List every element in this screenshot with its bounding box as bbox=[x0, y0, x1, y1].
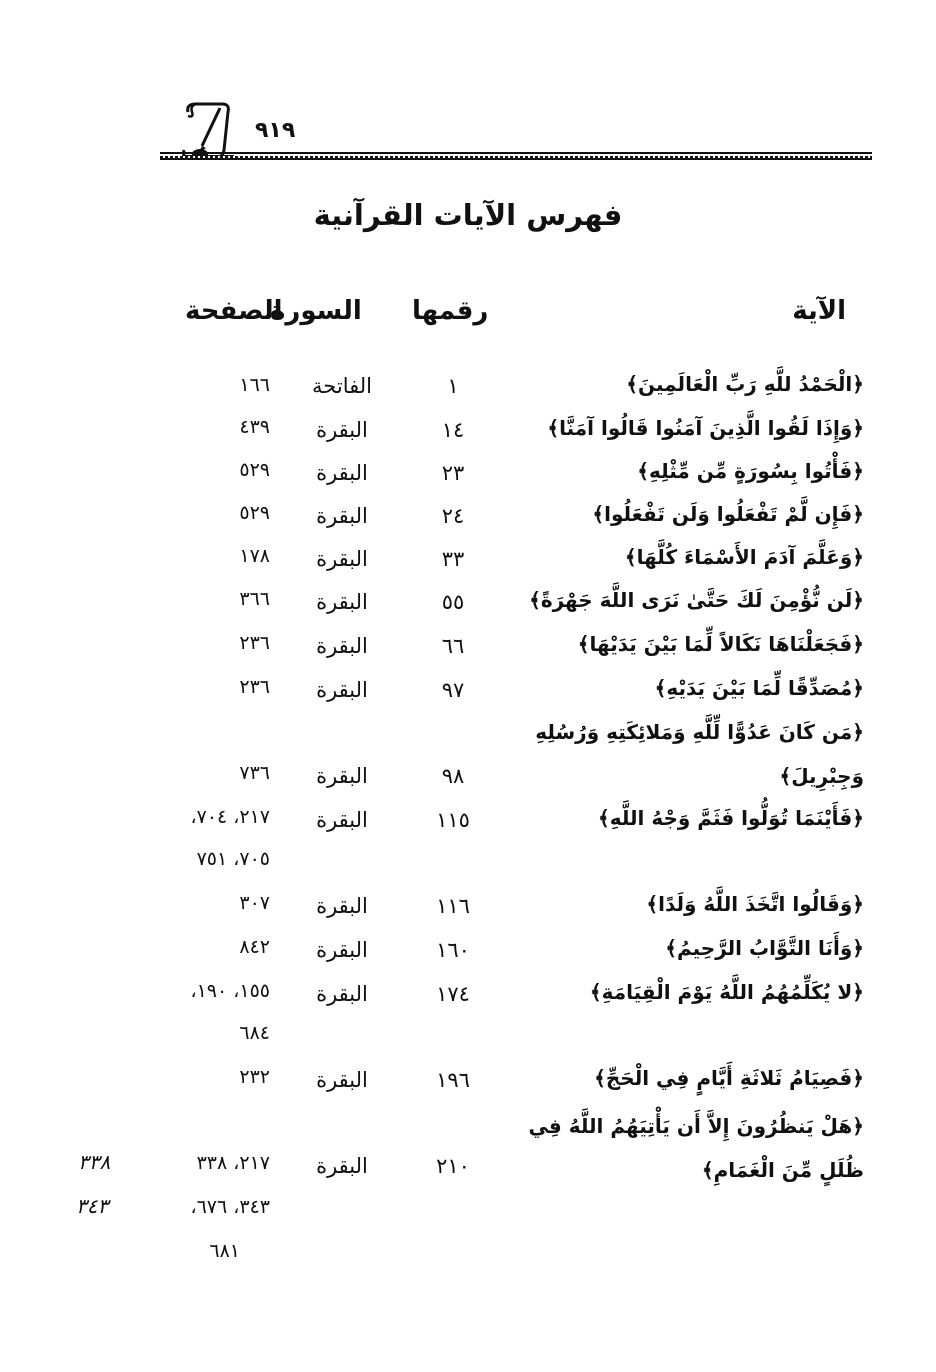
index-row-number: ٩٧ bbox=[441, 678, 465, 702]
index-row-number: ٦٦ bbox=[441, 634, 465, 658]
column-heading-ayah: الآية bbox=[792, 296, 846, 326]
index-row-number: ١١٦ bbox=[436, 894, 470, 918]
index-row-pages: ٢١٧، ٧٠٤، bbox=[190, 806, 270, 828]
index-row-pages: ٢٣٦ bbox=[239, 676, 270, 698]
index-row-ayah: ﴿وَقَالُوا اتَّخَذَ اللَّهُ وَلَدًا﴾ bbox=[646, 892, 864, 916]
index-row-surah: البقرة bbox=[316, 1154, 368, 1178]
index-row-surah: البقرة bbox=[316, 547, 368, 571]
column-heading-number: رقمها bbox=[412, 296, 489, 326]
index-row-ayah: ﴿وَعَلَّمَ آدَمَ الأَسْمَاءَ كُلَّهَا﴾ bbox=[624, 545, 864, 569]
page-title: فهرس الآيات القرآنية bbox=[313, 198, 623, 232]
index-row-surah: البقرة bbox=[316, 634, 368, 658]
index-row-pages: ٣٠٧ bbox=[239, 892, 270, 914]
index-row-pages: ٥٢٩ bbox=[239, 502, 270, 524]
index-row-pages: ٧٣٦ bbox=[239, 762, 270, 784]
index-row-pages-continued: ٧٠٥، ٧٥١ bbox=[196, 848, 270, 870]
index-row-surah: البقرة bbox=[316, 938, 368, 962]
index-row-number: ١ bbox=[447, 374, 459, 398]
index-row-pages: ٢١٧، ٣٣٨ bbox=[196, 1152, 270, 1174]
index-row-ayah: ﴿فَصِيَامُ ثَلاثَةِ أَيَّامٍ فِي الْحَجِّ﴾ bbox=[594, 1066, 864, 1090]
index-row-number: ٢١٠ bbox=[436, 1154, 470, 1178]
index-row-pages: ١٦٦ bbox=[239, 374, 270, 396]
index-row-surah: البقرة bbox=[316, 982, 368, 1006]
index-row-ayah: ﴿فَإِن لَّمْ تَفْعَلُوا وَلَن تَفْعَلُوا﴾ bbox=[592, 502, 864, 526]
index-row-number: ٣٣ bbox=[441, 547, 465, 571]
index-row-surah: البقرة bbox=[316, 678, 368, 702]
index-row-number: ١٧٤ bbox=[436, 982, 470, 1006]
handwritten-note: ٣٤٣ bbox=[76, 1194, 109, 1218]
index-row-pages-continued: ٣٤٣، ٦٧٦، bbox=[190, 1196, 270, 1218]
index-row-pages-continued: ٦٨٤ bbox=[239, 1022, 270, 1044]
index-row-surah: البقرة bbox=[316, 1068, 368, 1092]
index-row-number: ٥٥ bbox=[441, 590, 465, 614]
index-row-surah: البقرة bbox=[316, 461, 368, 485]
index-row-ayah: ﴿وَإِذَا لَقُوا الَّذِينَ آمَنُوا قَالُوا آمَنَّا﴾ bbox=[547, 416, 864, 440]
index-row-pages: ٥٢٩ bbox=[239, 459, 270, 481]
index-row-surah: البقرة bbox=[316, 764, 368, 788]
index-row-number: ٢٣ bbox=[441, 461, 465, 485]
index-row-surah: البقرة bbox=[316, 418, 368, 442]
index-row-ayah: ﴿فَأَيْنَمَا تُوَلُّوا فَثَمَّ وَجْهُ اللَّهِ﴾ bbox=[597, 806, 864, 830]
handwritten-note: ٣٣٨ bbox=[78, 1150, 111, 1174]
column-heading-surah: السورة bbox=[270, 296, 362, 326]
index-row-ayah: ﴿لَن نُّؤْمِنَ لَكَ حَتَّىٰ نَرَى اللَّهَ جَهْرَةً﴾ bbox=[529, 588, 864, 612]
index-row-ayah: ﴿لا يُكَلِّمُهُمُ اللَّهُ يَوْمَ الْقِيَامَةِ﴾ bbox=[589, 980, 864, 1004]
index-row-pages: ٨٤٢ bbox=[239, 936, 270, 958]
index-row-surah: البقرة bbox=[316, 504, 368, 528]
index-row-pages-continued: ٦٨١ bbox=[209, 1240, 240, 1262]
index-row-ayah: ﴿الْحَمْدُ للَّهِ رَبِّ الْعَالَمِينَ﴾ bbox=[626, 372, 864, 396]
index-row-surah: الفاتحة bbox=[312, 374, 372, 398]
index-row-ayah: ﴿فَأْتُوا بِسُورَةٍ مِّن مِّثْلِهِ﴾ bbox=[637, 459, 864, 483]
index-row-number: ٩٨ bbox=[441, 764, 465, 788]
index-row-ayah: ﴿مُصَدِّقًا لِّمَا بَيْنَ يَدَيْهِ﴾ bbox=[654, 676, 864, 700]
index-row-pages: ٢٣٢ bbox=[239, 1066, 270, 1088]
index-row-pages: ٢٣٦ bbox=[239, 632, 270, 654]
index-row-ayah: ﴿مَن كَانَ عَدُوًّا لِّلَّهِ وَمَلائِكَتِهِ وَرُسُلِهِ وَجِبْرِيلَ﴾ bbox=[535, 720, 864, 788]
index-row-surah: البقرة bbox=[316, 894, 368, 918]
index-row-ayah: ﴿هَلْ يَنظُرُونَ إِلاَّ أَن يَأْتِيَهُمُ اللَّهُ فِي ظُلَلٍ مِّنَ الْغَمَامِ﴾ bbox=[528, 1114, 864, 1182]
index-row-pages: ١٥٥، ١٩٠، bbox=[190, 980, 270, 1002]
index-row-ayah: ﴿وَأَنَا التَّوَّابُ الرَّحِيمُ﴾ bbox=[665, 936, 864, 960]
index-row-pages: ١٧٨ bbox=[239, 545, 270, 567]
index-row-pages: ٤٣٩ bbox=[239, 416, 270, 438]
header-divider-pattern bbox=[160, 156, 872, 158]
index-row-number: ١٤ bbox=[441, 418, 465, 442]
index-row-surah: البقرة bbox=[316, 808, 368, 832]
column-heading-page: الصفحة bbox=[185, 296, 283, 326]
index-row-pages: ٣٦٦ bbox=[239, 588, 270, 610]
index-row-number: ١١٥ bbox=[436, 808, 470, 832]
index-row-ayah: ﴿فَجَعَلْنَاهَا نَكَالاً لِّمَا بَيْنَ يَدَيْهَا﴾ bbox=[577, 632, 864, 656]
index-row-surah: البقرة bbox=[316, 590, 368, 614]
index-row-number: ١٩٦ bbox=[436, 1068, 470, 1092]
index-row-number: ٢٤ bbox=[441, 504, 465, 528]
page-number: ٩١٩ bbox=[255, 118, 296, 143]
index-row-number: ١٦٠ bbox=[436, 938, 470, 962]
